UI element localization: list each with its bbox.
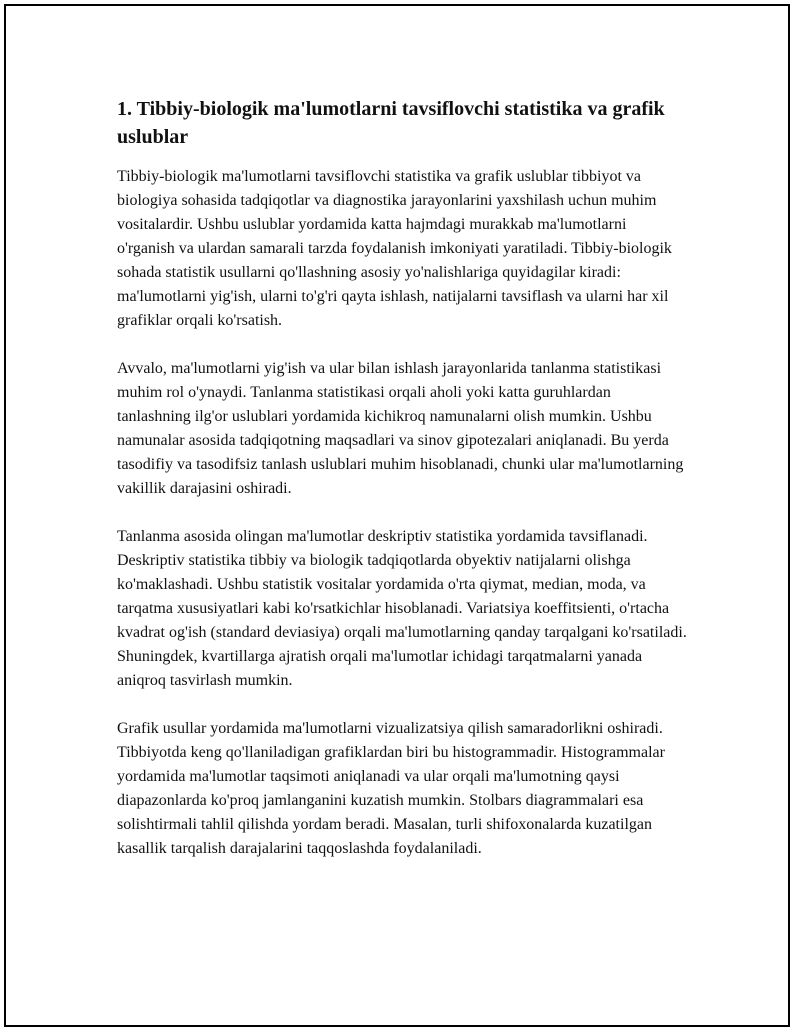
paragraph-2: Avvalo, ma'lumotlarni yig'ish va ular bilan ishlash jarayonlarida tanlanma statistikasi muhim rol o'ynaydi. Tanlanma statistikasi orqali aholi yoki katta guruhlardan tanlashning ilg'or uslublari yordamida kichikroq namunalarni olish mumkin. Ushbu namunalar asosida tadqiqotning maqsadlari va sinov gipotezalari aniqlanadi. Bu yerda tasodifiy va tasodifsiz tanlash uslublari muhim hisoblanadi, chunki ular ma'lumotlarning vakillik darajasini oshiradi.: [117, 360, 684, 497]
section-heading: 1. Tibbiy-biologik ma'lumotlarni tavsiflovchi statistika va grafik uslublar: [117, 98, 665, 148]
document-body: [117, 95, 687, 885]
paragraph-1: Tibbiy-biologik ma'lumotlarni tavsiflovchi statistika va grafik uslublar tibbiyot va biologiya sohasida tadqiqotlar va diagnostika jarayonlarini yaxshilash uchun muhim vositalardir. Ushbu uslublar yordamida katta hajmdagi murakkab ma'lumotlarni o'rganish va ulardan samarali tarzda foydalanish imkoniyati yaratiladi. Tibbiy-biologik sohada statistik usullarni qo'llashning asosiy yo'nalishlariga quyidagilar kiradi: ma'lumotlarni yig'ish, ularni to'g'ri qayta ishlash, natijalarni tavsiflash va ularni har xil grafiklar orqali ko'rsatish.: [117, 168, 672, 329]
paragraph-4: Grafik usullar yordamida ma'lumotlarni vizualizatsiya qilish samaradorlikni oshiradi. Tibbiyotda keng qo'llaniladigan grafiklardan biri bu histogrammadir. Histogrammalar yordamida ma'lumotlar taqsimoti aniqlanadi va ular orqali ma'lumotning qaysi diapazonlarda ko'proq jamlanganini kuzatish mumkin. Stolbars diagrammalari esa solishtirmali tahlil qilishda yordam beradi. Masalan, turli shifoxonalarda kuzatilgan kasallik tarqalish darajalarini taqqoslashda foydalaniladi.: [117, 720, 665, 857]
paragraph-3: Tanlanma asosida olingan ma'lumotlar deskriptiv statistika yordamida tavsiflanadi. Deskriptiv statistika tibbiy va biologik tadqiqotlarda obyektiv natijalarni olishga ko'maklashadi. Ushbu statistik vositalar yordamida o'rta qiymat, median, moda, va tarqatma xususiyatlari kabi ko'rsatkichlar hisoblanadi. Variatsiya koeffitsienti, o'rtacha kvadrat og'ish (standard deviasiya) orqali ma'lumotlarning qanday tarqalgani ko'rsatiladi. Shuningdek, kvartillarga ajratish orqali ma'lumotlar ichidagi tarqatmalarni yanada aniqroq tasvirlash mumkin.: [117, 528, 687, 689]
